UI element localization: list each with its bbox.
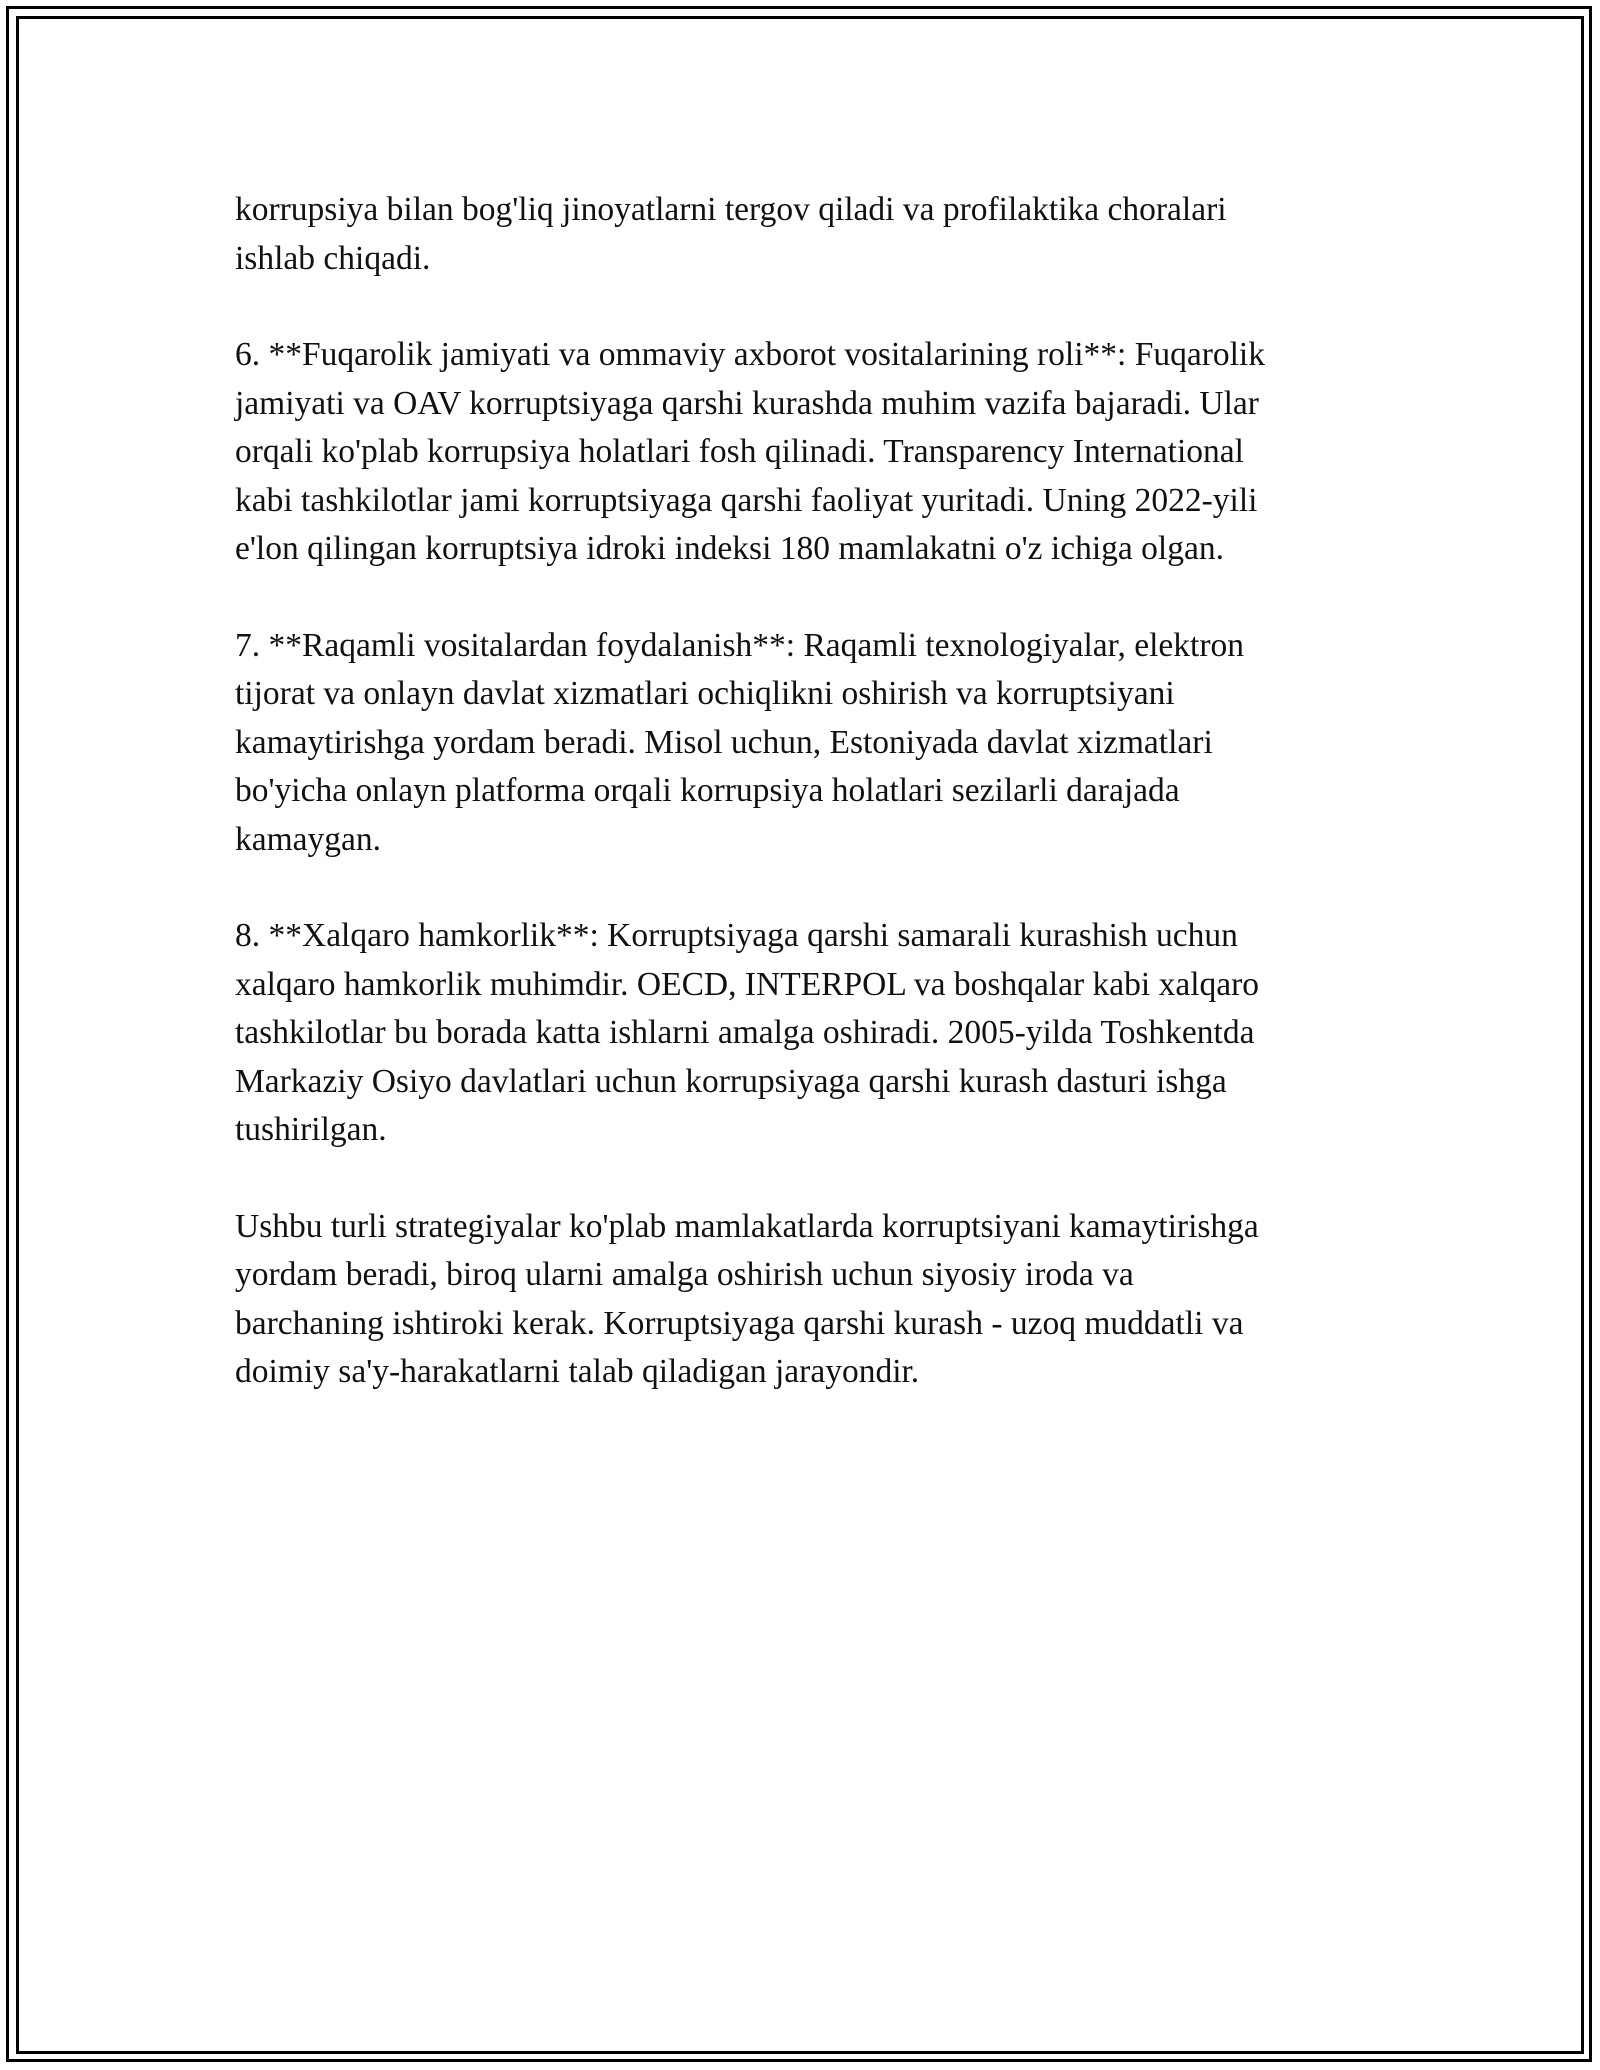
text-line: Ushbu turli strategiyalar ko'plab mamlakatlarda korruptsiyani kamaytirishga (235, 1207, 1259, 1245)
text-line: e'lon qilingan korruptsiya idroki indeksi 180 mamlakatni o'z ichiga olgan. (235, 530, 1224, 567)
text-line: kamaytirishga yordam beradi. Misol uchun, Estoniyada davlat xizmatlari (235, 723, 1213, 761)
text-line: Markaziy Osiyo davlatlari uchun korrupsiyaga qarshi kurash dasturi ishga (235, 1062, 1227, 1100)
text-line: kabi tashkilotlar jami korruptsiyaga qarshi faoliyat yuritadi. Uning 2022-yili (235, 481, 1258, 519)
text-line: tushirilgan. (235, 1111, 387, 1148)
paragraph-item-6 (235, 331, 1375, 574)
text-line: tijorat va onlayn davlat xizmatlari ochiqlikni oshirish va korruptsiyani (235, 675, 1175, 712)
text-line: xalqaro hamkorlik muhimdir. OECD, INTERPOL va boshqalar kabi xalqaro (235, 965, 1260, 1003)
paragraph-item-7 (235, 622, 1375, 865)
text-line: 8. **Xalqaro hamkorlik**: Korruptsiyaga qarshi samarali kurashish uchun (235, 917, 1238, 954)
text-line: orqali ko'plab korrupsiya holatlari fosh qilinadi. Transparency International (235, 433, 1244, 470)
text-line: jamiyati va OAV korruptsiyaga qarshi kurashda muhim vazifa bajaradi. Ular (235, 384, 1259, 422)
paragraph-conclusion (235, 1203, 1375, 1397)
text-line: 7. **Raqamli vositalardan foydalanish**: Raqamli texnologiyalar, elektron (235, 626, 1244, 664)
text-line: 6. **Fuqarolik jamiyati va ommaviy axborot vositalarining roli**: Fuqarolik (235, 336, 1265, 373)
paragraph-item-8 (235, 912, 1375, 1155)
document-body (235, 186, 1375, 1445)
text-line: bo'yicha onlayn platforma orqali korrupsiya holatlari sezilarli darajada (235, 772, 1180, 809)
text-line: ishlab chiqadi. (235, 239, 431, 277)
text-line: kamaygan. (235, 820, 382, 858)
paragraph-intro-continuation (235, 186, 1375, 283)
text-line: korrupsiya bilan bog'liq jinoyatlarni tergov qiladi va profilaktika choralari (235, 191, 1227, 228)
text-line: tashkilotlar bu borada katta ishlarni amalga oshiradi. 2005-yilda Toshkentda (235, 1014, 1255, 1051)
text-line: doimiy sa'y-harakatlarni talab qiladigan jarayondir. (235, 1353, 920, 1390)
text-line: yordam beradi, biroq ularni amalga oshirish uchun siyosiy iroda va (235, 1256, 1134, 1293)
text-line: barchaning ishtiroki kerak. Korruptsiyaga qarshi kurash - uzoq muddatli va (235, 1304, 1244, 1342)
